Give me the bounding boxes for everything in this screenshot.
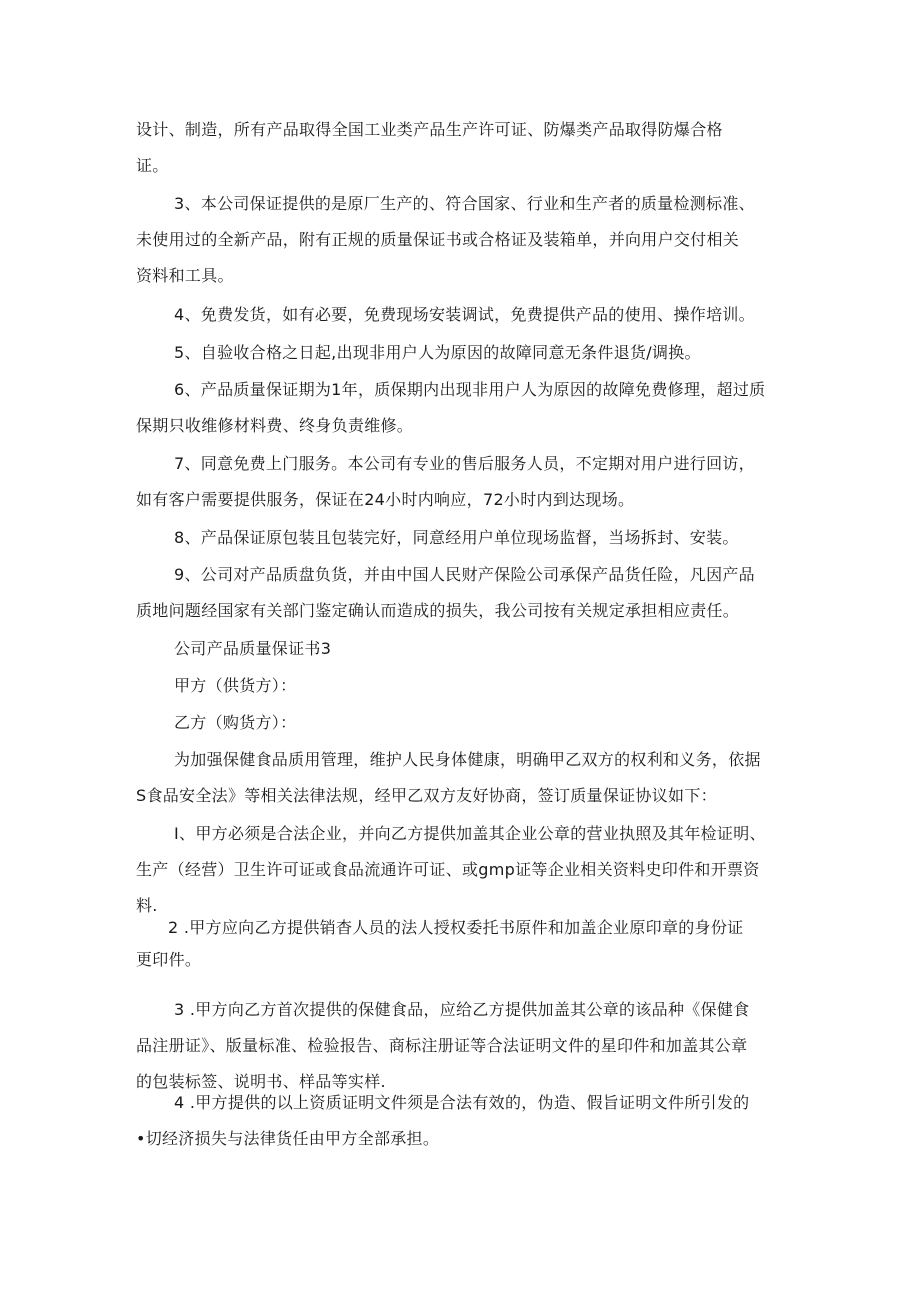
text-line: 4 .甲方提供的以上资质证明文件须是合法有效的，伪造、假旨证明文件所引发的	[174, 1093, 750, 1112]
text-line: 3 .甲方向乙方首次提供的保健食品，应给乙方提供加盖其公章的该品种《保健食	[174, 1000, 750, 1019]
text-line: 公司产品质量保证书3	[174, 639, 332, 658]
text-line: I、甲方必须是合法企业，并向乙方提供加盖其企业公章的营业执照及其年检证明、	[174, 824, 766, 843]
paragraph-clause-2	[136, 910, 786, 974]
text-line: 资料和工具。	[136, 266, 234, 285]
text-line: 5、自验收合格之日起,出现非用户人为原因的故障同意无条件退货/调换。	[174, 343, 701, 362]
paragraph-item-7	[136, 446, 786, 518]
paragraph-clause-1	[136, 816, 786, 924]
text-line: 生产（经营）卫生许可证或食品流通许可证、或gmp证等企业相关资料史印件和开票资	[136, 860, 760, 879]
text-line: 9、公司对产品质盘负货，并由中国人民财产保险公司承保产品货任险，凡因产品	[174, 565, 755, 584]
paragraph-item-9	[136, 557, 786, 629]
text-line: 2 .甲方应向乙方提供销杳人员的法人授权委托书原件和加盖企业原印章的身份证	[168, 918, 744, 937]
text-line: •切经济损失与法律货任由甲方全部承担。	[136, 1129, 440, 1148]
text-line: 7、同意免费上门服务。本公司有专业的售后服务人员，不定期对用户进行回访，	[174, 454, 755, 473]
text-line: 3、本公司保证提供的是原厂生产的、符合国家、行业和生产者的质量检测标准、	[174, 194, 755, 213]
text-line: 质地问题经国家有关部门鉴定确认而造成的损失，我公司按有关规定承担相应责任。	[136, 601, 740, 620]
paragraph-preamble	[136, 742, 786, 814]
text-line: 更印件。	[136, 950, 202, 969]
text-line: 为加强保健食品质用管理，维护人民身体健康，明确甲乙双方的权利和义务，依据	[174, 750, 761, 769]
text-line: 证。	[136, 156, 169, 175]
text-line: 如有客户需要提供服务，保证在24小时内响应，72小时内到达现场。	[136, 490, 635, 509]
paragraph-clause-4	[136, 1085, 786, 1157]
paragraph-item-3	[136, 186, 786, 294]
text-line: 4、免费发货，如有必要，免费现场安装调试，免费提供产品的使用、操作培训。	[174, 305, 755, 324]
paragraph-design-manufacture	[136, 112, 786, 184]
party-a-label	[174, 668, 824, 704]
paragraph-item-5	[136, 335, 786, 371]
paragraph-clause-3	[136, 992, 786, 1100]
text-line: 6、产品质量保证期为1年，质保期内出现非用户人为原因的故障免费修理，超过质	[174, 380, 766, 399]
section-title	[174, 631, 824, 667]
text-line: 甲方（供货方）：	[174, 676, 297, 695]
text-line: 乙方（购货方）：	[174, 713, 297, 732]
text-line: 的包装标签、说明书、样品等实样.	[136, 1072, 386, 1091]
party-b-label	[174, 705, 824, 741]
paragraph-item-6	[136, 372, 786, 444]
text-line: 未使用过的全新产品，附有正规的质量保证书或合格证及装箱单，并向用户交付相关	[136, 230, 740, 249]
text-line: S食品安全法》等相关法律法规，经甲乙双方友好协商，签订质量保证协议如下：	[136, 786, 717, 805]
text-line: 8、产品保证原包装且包装完好，同意经用户单位现场监督，当场拆封、安装。	[174, 528, 739, 547]
text-line: 料.	[136, 896, 158, 915]
paragraph-item-8	[136, 520, 786, 556]
text-line: 设计、制造，所有产品取得全国工业类产品生产许可证、防爆类产品取得防爆合格	[136, 120, 723, 139]
text-line: 保期只收维修材料费、终身负责维修。	[136, 416, 414, 435]
paragraph-item-4	[136, 297, 786, 333]
text-line: 品注册证》、版量标准、检验报告、商标注册证等合法证明文件的星印件和加盖其公章	[136, 1036, 748, 1055]
